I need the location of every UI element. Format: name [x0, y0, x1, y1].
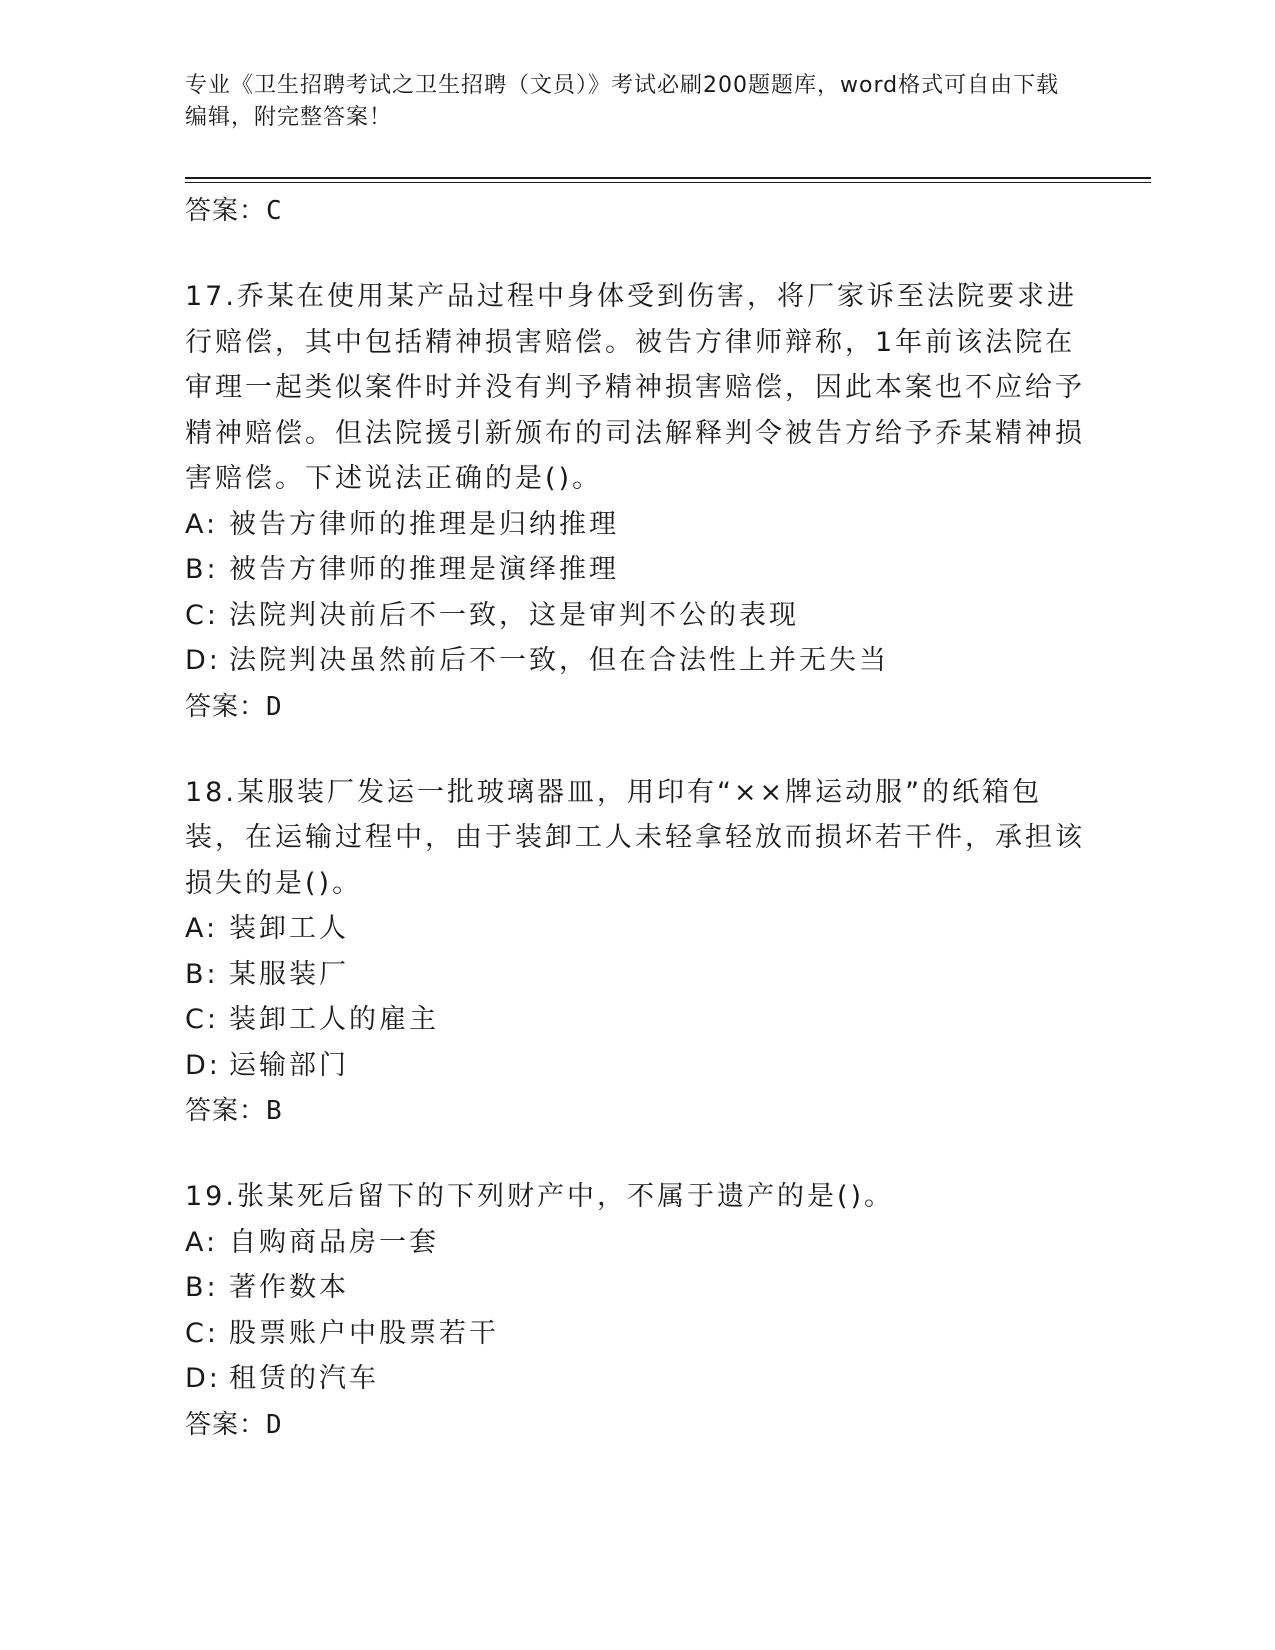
option-text: 自购商品房一套: [229, 1226, 439, 1258]
question-text: 17.乔某在使用某产品过程中身体受到伤害，将厂家诉至法院要求进行赔偿，其中包括精神损害赔偿。被告方律师辩称，1年前该法院在审理一起类似案件时并没有判予精神损害赔偿，因此本案也不应给予精神赔偿。但法院援引新颁布的司法解释判令被告方给予乔某精神损害赔偿。下述说法正确的是()。: [185, 281, 1085, 494]
option-text: 被告方律师的推理是演绎推理: [229, 554, 619, 585]
option-text: 股票账户中股票若干: [229, 1317, 499, 1349]
answer-line: [185, 188, 1085, 234]
option-letter: A:: [185, 508, 219, 540]
option-d: [185, 638, 1085, 684]
option-c: [185, 593, 1085, 639]
answer-value: D: [266, 1409, 283, 1440]
option-text: 装卸工人: [229, 913, 349, 944]
answer-line: [185, 1402, 1085, 1448]
answer-value: C: [266, 196, 283, 226]
document-body: [185, 188, 1085, 1448]
answer-label: 答案：: [185, 1096, 267, 1126]
option-text: 著作数本: [229, 1272, 349, 1303]
answer-line: [185, 684, 1085, 730]
answer-label: 答案：: [185, 1409, 267, 1440]
option-b: [185, 952, 1085, 998]
option-letter: C:: [185, 1004, 219, 1035]
option-a: [185, 502, 1085, 548]
option-b: [185, 1265, 1085, 1311]
option-letter: A:: [185, 1226, 219, 1258]
option-letter: B:: [185, 958, 219, 990]
option-c: [185, 997, 1085, 1043]
question-block: [185, 1174, 1085, 1448]
option-a: [185, 906, 1085, 952]
option-letter: A:: [185, 913, 219, 944]
question-text: 19.张某死后留下的下列财产中，不属于遗产的是()。: [185, 1181, 895, 1212]
option-text: 装卸工人的雇主: [229, 1004, 439, 1035]
option-letter: D:: [185, 645, 221, 676]
option-text: 运输部门: [229, 1049, 349, 1081]
header-divider-thin: [185, 182, 1151, 183]
question-text: 18.某服装厂发运一批玻璃器皿，用印有“××牌运动服”的纸箱包装，在运输过程中，由于装卸工人未轻拿轻放而损坏若干件，承担该损失的是()。: [185, 776, 1085, 899]
option-c: [185, 1311, 1085, 1357]
option-text: 被告方律师的推理是归纳推理: [229, 508, 619, 540]
option-letter: C:: [185, 599, 219, 631]
option-a: [185, 1220, 1085, 1266]
option-letter: C:: [185, 1317, 219, 1349]
option-text: 法院判决前后不一致，这是审判不公的表现: [229, 599, 799, 631]
option-letter: B:: [185, 554, 219, 585]
answer-value: D: [266, 691, 283, 722]
option-text: 某服装厂: [229, 958, 349, 990]
option-letter: D:: [185, 1049, 221, 1081]
answer-label: 答案：: [185, 691, 267, 722]
answer-label: 答案：: [185, 196, 267, 226]
answer-line: [185, 1088, 1085, 1134]
option-d: [185, 1043, 1085, 1089]
answer-value: B: [266, 1096, 283, 1126]
option-letter: D:: [185, 1363, 221, 1394]
option-text: 租赁的汽车: [229, 1363, 379, 1394]
option-b: [185, 547, 1085, 593]
option-letter: B:: [185, 1272, 219, 1303]
document-header: 专业《卫生招聘考试之卫生招聘（文员）》考试必刷200题题库，word格式可自由下载编辑，附完整答案！: [185, 73, 1060, 130]
option-d: [185, 1356, 1085, 1402]
question-block: [185, 274, 1085, 730]
option-text: 法院判决虽然前后不一致，但在合法性上并无失当: [229, 645, 889, 676]
question-block: [185, 770, 1085, 1135]
header-divider-thick: [185, 177, 1151, 179]
